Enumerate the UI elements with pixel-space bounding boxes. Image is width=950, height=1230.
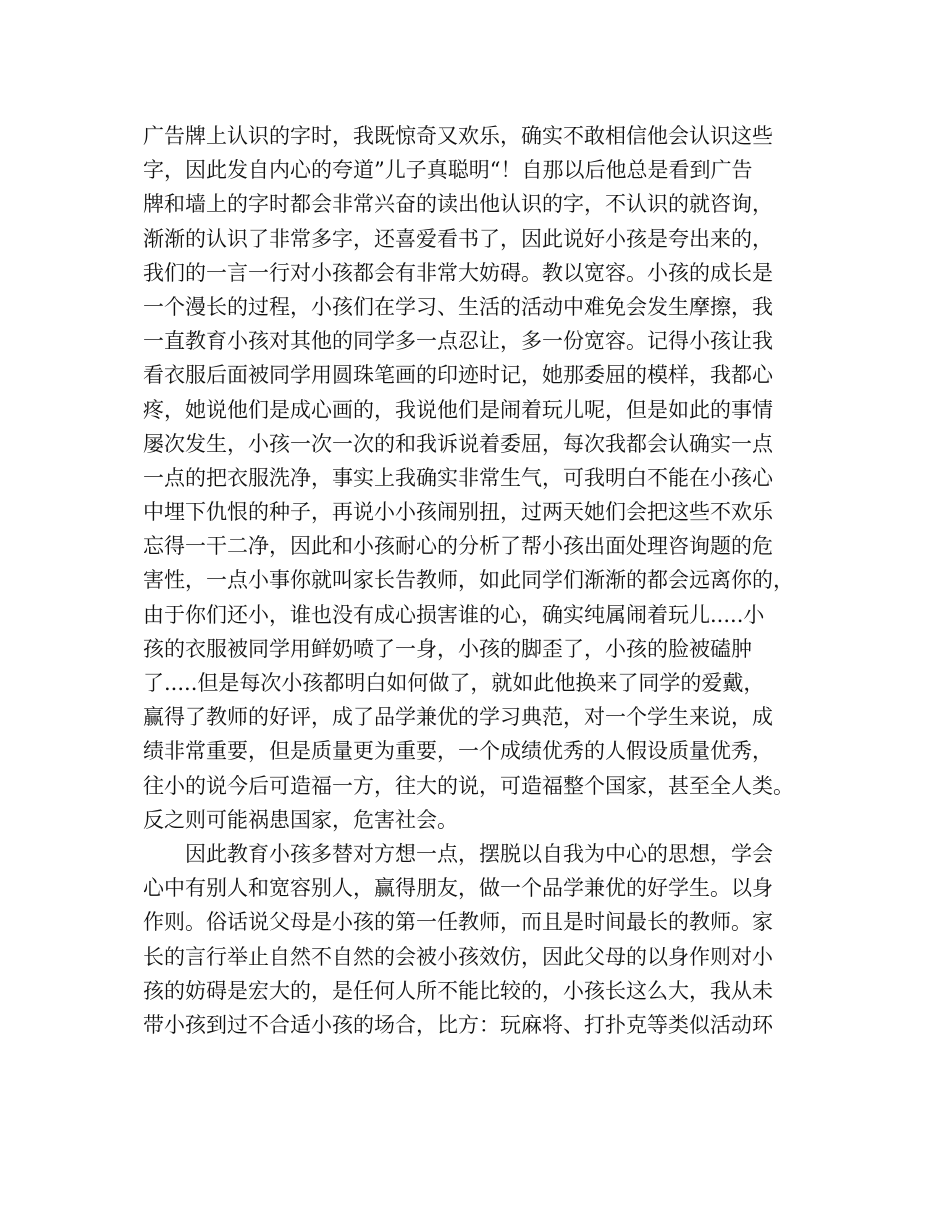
text-line: 心中有别人和宽容别人，赢得朋友，做一个品学兼优的好学生。以身 xyxy=(143,876,773,901)
text-line: 疼，她说他们是成心画的，我说他们是闹着玩儿呢，但是如此的事情 xyxy=(143,397,773,422)
paragraph-1 xyxy=(143,119,843,837)
text-line: 屡次发生，小孩一次一次的和我诉说着委屈，每次我都会认确实一点 xyxy=(143,431,773,456)
text-line: 广告牌上认识的字时，我既惊奇又欢乐，确实不敢相信他会认识这些 xyxy=(143,124,773,148)
text-line: 长的言行举止自然不自然的会被小孩效仿，因此父母的以身作则对小 xyxy=(143,944,773,969)
text-line: 渐渐的认识了非常多字，还喜爱看书了，因此说好小孩是夸出来的， xyxy=(143,226,773,251)
text-line: 字，因此发自内心的夸道”儿子真聪明“！自那以后他总是看到广告 xyxy=(143,158,753,183)
text-line: 带小孩到过不合适小孩的场合，比方：玩麻将、打扑克等类似活动环 xyxy=(143,1012,773,1037)
text-line: 反之则可能祸患国家，危害社会。 xyxy=(143,807,458,832)
text-line: 往小的说今后可造福一方，往大的说，可造福整个国家，甚至全人类。 xyxy=(143,773,794,798)
text-line: 因此教育小孩多替对方想一点，摆脱以自我为中心的思想，学会 xyxy=(185,841,773,866)
text-line: 我们的一言一行对小孩都会有非常大妨碍。教以宽容。小孩的成长是 xyxy=(143,260,773,285)
text-line: 中埋下仇恨的种子，再说小小孩闹别扭，过两天她们会把这些不欢乐 xyxy=(143,500,773,525)
text-line: 害性，一点小事你就叫家长告教师，如此同学们渐渐的都会远离你的， xyxy=(143,568,794,593)
text-line: 了.....但是每次小孩都明白如何做了，就如此他换来了同学的爱戴， xyxy=(143,671,765,695)
text-line: 孩的妨碍是宏大的，是任何人所不能比较的，小孩长这么大，我从未 xyxy=(143,978,773,1003)
text-line: 一个漫长的过程，小孩们在学习、生活的活动中难免会发生摩擦，我 xyxy=(143,294,773,319)
document-body xyxy=(143,119,843,1042)
text-line: 作则。俗话说父母是小孩的第一任教师，而且是时间最长的教师。家 xyxy=(143,910,773,935)
text-line: 赢得了教师的好评，成了品学兼优的学习典范，对一个学生来说，成 xyxy=(143,705,773,730)
text-line: 绩非常重要，但是质量更为重要，一个成绩优秀的人假设质量优秀， xyxy=(143,739,773,764)
text-line: 孩的衣服被同学用鲜奶喷了一身，小孩的脚歪了，小孩的脸被磕肿 xyxy=(143,636,752,661)
text-line: 看衣服后面被同学用圆珠笔画的印迹时记，她那委屈的模样，我都心 xyxy=(143,363,773,388)
paragraph-2 xyxy=(143,837,843,1042)
text-line: 一直教育小孩对其他的同学多一点忍让，多一份宽容。记得小孩让我 xyxy=(143,329,773,354)
text-line: 牌和墙上的字时都会非常兴奋的读出他认识的字，不认识的就咨询， xyxy=(143,192,773,217)
text-line: 忘得一干二净，因此和小孩耐心的分析了帮小孩出面处理咨询题的危 xyxy=(143,534,773,559)
text-line: 一点的把衣服洗净，事实上我确实非常生气，可我明白不能在小孩心 xyxy=(143,465,773,490)
text-line: 由于你们还小，谁也没有成心损害谁的心，确实纯属闹着玩儿.....小 xyxy=(143,602,765,627)
